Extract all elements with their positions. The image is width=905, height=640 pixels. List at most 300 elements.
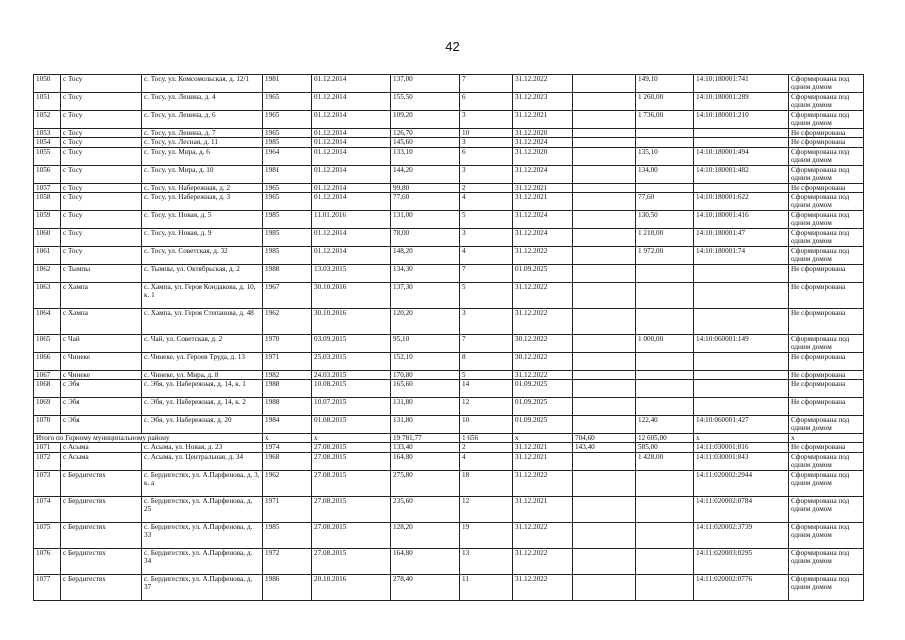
total-cell: х	[513, 434, 573, 443]
cell-settlement: с Хампа	[61, 282, 142, 308]
cell-residents-count: 4	[460, 246, 513, 264]
cell-land-status: Сформирована под одним домом	[789, 165, 864, 183]
cell-settlement: с Хампа	[61, 308, 142, 334]
housing-register-table	[33, 74, 864, 601]
total-cell: х	[263, 434, 312, 443]
cell-residents-count: 2	[460, 183, 513, 192]
cell-date-recognized: 01.12.2014	[312, 111, 391, 129]
cell-cadastral-number	[694, 264, 789, 282]
cell-land-status: Сформирована под одним домом	[789, 228, 864, 246]
cell-address: с. Бердигестях, ул. А.Парфенова, д. 3, к. а	[142, 470, 263, 496]
cell-row-number: 1057	[34, 183, 61, 192]
cell-land-area	[636, 496, 694, 522]
cell-resettlement-deadline: 31.12.2022	[513, 522, 573, 548]
cell-settlement: с Эбя	[61, 398, 142, 416]
cell-land-area	[636, 183, 694, 192]
cell-land-area: 585,00	[636, 443, 694, 452]
cell-row-number: 1059	[34, 210, 61, 228]
cell-date-recognized: 27.08.2015	[312, 522, 391, 548]
cell-area: 133,40	[391, 443, 460, 452]
cell-land-status: Не сформирована	[789, 264, 864, 282]
cell-year-built: 1962	[263, 308, 312, 334]
table-row	[34, 111, 864, 129]
cell-resettlement-deadline: 31.12.2021	[513, 183, 573, 192]
cell-row-number: 1053	[34, 129, 61, 138]
cell-resettlement-deadline: 31.12.2022	[513, 308, 573, 334]
cell-year-built: 1988	[263, 264, 312, 282]
cell-address: с. Чинеке, ул. Мира, д. 8	[142, 370, 263, 379]
cell-settlement: с Бердигестях	[61, 548, 142, 574]
cell-area: 126,70	[391, 129, 460, 138]
cell-row-number: 1050	[34, 75, 61, 93]
cell-cadastral-number: 14:11:030001:816	[694, 443, 789, 452]
cell-date-recognized: 01.12.2014	[312, 192, 391, 210]
cell-land-status: Сформирована под одним домом	[789, 93, 864, 111]
cell-resettlement-deadline: 31.12.2020	[513, 147, 573, 165]
total-row	[34, 434, 864, 443]
cell-area-extra	[573, 129, 636, 138]
table-row	[34, 75, 864, 93]
cell-cadastral-number: 14:10:180001:74	[694, 246, 789, 264]
cell-residents-count: 6	[460, 93, 513, 111]
cell-area: 95,10	[391, 334, 460, 352]
cell-cadastral-number: 14:10:180001:416	[694, 210, 789, 228]
cell-settlement: с Чинеке	[61, 352, 142, 370]
table-total	[34, 434, 864, 443]
cell-date-recognized: 01.12.2014	[312, 129, 391, 138]
table-row	[34, 183, 864, 192]
cell-area: 131,80	[391, 398, 460, 416]
cell-row-number: 1056	[34, 165, 61, 183]
cell-resettlement-deadline: 31.12.2023	[513, 93, 573, 111]
cell-settlement: с Тосу	[61, 111, 142, 129]
cell-year-built: 1985	[263, 522, 312, 548]
cell-cadastral-number: 14:10:060001:427	[694, 416, 789, 434]
cell-resettlement-deadline: 01.09.2025	[513, 398, 573, 416]
cell-residents-count: 18	[460, 470, 513, 496]
cell-settlement: с Тымпы	[61, 264, 142, 282]
cell-cadastral-number: 14:10:180001:482	[694, 165, 789, 183]
cell-year-built: 1971	[263, 496, 312, 522]
cell-residents-count: 3	[460, 111, 513, 129]
cell-date-recognized: 01.12.2014	[312, 147, 391, 165]
cell-land-status: Не сформирована	[789, 370, 864, 379]
cell-residents-count: 5	[460, 370, 513, 379]
cell-area: 78,00	[391, 228, 460, 246]
cell-cadastral-number: 14:10:180001:741	[694, 75, 789, 93]
table-row	[34, 380, 864, 398]
cell-land-status: Не сформирована	[789, 380, 864, 398]
cell-cadastral-number: 14:11:020002:0784	[694, 496, 789, 522]
cell-land-status: Сформирована под одним домом	[789, 496, 864, 522]
cell-cadastral-number	[694, 352, 789, 370]
cell-date-recognized: 01.12.2014	[312, 228, 391, 246]
cell-address: с. Тосу, ул. Ленина, д. 4	[142, 93, 263, 111]
cell-date-recognized: 27.08.2015	[312, 452, 391, 470]
cell-date-recognized: 13.03.2015	[312, 264, 391, 282]
cell-area: 137,30	[391, 282, 460, 308]
cell-address: с. Тосу, ул. Новая, д. 5	[142, 210, 263, 228]
total-label: Итого по Горному муниципальному району	[34, 434, 263, 443]
cell-land-status: Не сформирована	[789, 282, 864, 308]
cell-area: 137,00	[391, 75, 460, 93]
cell-resettlement-deadline: 31.12.2022	[513, 75, 573, 93]
cell-date-recognized: 10.08.2015	[312, 380, 391, 398]
cell-cadastral-number: 14:11:020002:0776	[694, 574, 789, 600]
table-row	[34, 574, 864, 600]
cell-land-area: 1 736,00	[636, 111, 694, 129]
cell-area-extra	[573, 246, 636, 264]
cell-area-extra	[573, 352, 636, 370]
cell-year-built: 1986	[263, 574, 312, 600]
cell-area: 235,60	[391, 496, 460, 522]
total-cell: 704,60	[573, 434, 636, 443]
cell-year-built: 1988	[263, 398, 312, 416]
cell-settlement: с Чай	[61, 334, 142, 352]
cell-residents-count: 14	[460, 380, 513, 398]
table-row	[34, 443, 864, 452]
cell-date-recognized: 01.12.2014	[312, 93, 391, 111]
cell-residents-count: 3	[460, 138, 513, 147]
cell-land-area	[636, 470, 694, 496]
cell-land-area: 135,10	[636, 147, 694, 165]
cell-year-built: 1981	[263, 75, 312, 93]
cell-settlement: с Бердигестях	[61, 574, 142, 600]
cell-year-built: 1965	[263, 129, 312, 138]
cell-area-extra	[573, 370, 636, 379]
cell-date-recognized: 01.12.2014	[312, 165, 391, 183]
cell-cadastral-number	[694, 183, 789, 192]
cell-area: 144,20	[391, 165, 460, 183]
cell-address: с. Тосу, ул. Набережная, д. 3	[142, 192, 263, 210]
table-row	[34, 93, 864, 111]
cell-residents-count: 12	[460, 398, 513, 416]
cell-settlement: с Чинеке	[61, 370, 142, 379]
cell-cadastral-number: 14:11:020002:3739	[694, 522, 789, 548]
cell-row-number: 1065	[34, 334, 61, 352]
cell-area: 134,30	[391, 264, 460, 282]
cell-address: с. Асыма, ул. Центральная, д. 34	[142, 452, 263, 470]
cell-land-area	[636, 548, 694, 574]
cell-year-built: 1985	[263, 138, 312, 147]
cell-area: 164,80	[391, 452, 460, 470]
cell-resettlement-deadline: 31.12.2024	[513, 228, 573, 246]
cell-cadastral-number: 14:10:180001:47	[694, 228, 789, 246]
cell-resettlement-deadline: 31.12.2022	[513, 548, 573, 574]
cell-area-extra	[573, 282, 636, 308]
cell-year-built: 1968	[263, 452, 312, 470]
cell-area: 109,20	[391, 111, 460, 129]
cell-settlement: с Тосу	[61, 183, 142, 192]
table-row	[34, 165, 864, 183]
cell-area-extra	[573, 522, 636, 548]
cell-resettlement-deadline: 31.12.2024	[513, 210, 573, 228]
cell-resettlement-deadline: 31.12.2022	[513, 246, 573, 264]
cell-year-built: 1965	[263, 111, 312, 129]
cell-settlement: с Тосу	[61, 165, 142, 183]
cell-area-extra	[573, 574, 636, 600]
cell-land-status: Сформирована под одним домом	[789, 416, 864, 434]
cell-area: 152,10	[391, 352, 460, 370]
cell-area-extra: 143,40	[573, 443, 636, 452]
cell-date-recognized: 01.12.2014	[312, 183, 391, 192]
cell-area: 164,80	[391, 548, 460, 574]
cell-address: с. Чай, ул. Советская, д. 2	[142, 334, 263, 352]
cell-settlement: с Тосу	[61, 75, 142, 93]
cell-area-extra	[573, 111, 636, 129]
cell-area: 120,20	[391, 308, 460, 334]
cell-land-status: Сформирована под одним домом	[789, 574, 864, 600]
cell-address: с. Тосу, ул. Новая, д. 9	[142, 228, 263, 246]
cell-year-built: 1985	[263, 246, 312, 264]
cell-land-area	[636, 370, 694, 379]
cell-cadastral-number	[694, 308, 789, 334]
cell-year-built: 1985	[263, 210, 312, 228]
cell-area: 131,00	[391, 210, 460, 228]
cell-date-recognized: 01.12.2014	[312, 246, 391, 264]
cell-address: с. Бердигестях, ул. А.Парфенова, д. 33	[142, 522, 263, 548]
cell-cadastral-number: 14:10:180001:210	[694, 111, 789, 129]
cell-area-extra	[573, 210, 636, 228]
table-row	[34, 496, 864, 522]
cell-resettlement-deadline: 31.12.2020	[513, 129, 573, 138]
cell-row-number: 1055	[34, 147, 61, 165]
cell-address: с. Чинеке, ул. Героев Труда, д. 13	[142, 352, 263, 370]
cell-land-status: Не сформирована	[789, 308, 864, 334]
cell-resettlement-deadline: 31.12.2021	[513, 452, 573, 470]
cell-residents-count: 3	[460, 228, 513, 246]
table-row	[34, 470, 864, 496]
cell-date-recognized: 27.08.2015	[312, 443, 391, 452]
cell-area: 77,60	[391, 192, 460, 210]
cell-cadastral-number: 14:10:180001:494	[694, 147, 789, 165]
cell-date-recognized: 27.08.2015	[312, 496, 391, 522]
cell-year-built: 1964	[263, 147, 312, 165]
total-cell: 12 605,00	[636, 434, 694, 443]
table-row	[34, 452, 864, 470]
cell-address: с. Асыма, ул. Новая, д. 23	[142, 443, 263, 452]
table-row	[34, 398, 864, 416]
cell-residents-count: 5	[460, 210, 513, 228]
cell-cadastral-number: 14:10:180001:289	[694, 93, 789, 111]
cell-resettlement-deadline: 31.12.2022	[513, 470, 573, 496]
cell-year-built: 1982	[263, 370, 312, 379]
cell-address: с. Тосу, ул. Мира, д. 6	[142, 147, 263, 165]
cell-area: 131,80	[391, 416, 460, 434]
table-body-upper	[34, 75, 864, 434]
cell-resettlement-deadline: 31.12.2021	[513, 192, 573, 210]
cell-address: с. Тымпы, ул. Октябрьская, д. 2	[142, 264, 263, 282]
cell-resettlement-deadline: 01.09.2025	[513, 264, 573, 282]
cell-year-built: 1965	[263, 93, 312, 111]
cell-year-built: 1970	[263, 334, 312, 352]
cell-row-number: 1061	[34, 246, 61, 264]
cell-land-area	[636, 308, 694, 334]
cell-residents-count: 7	[460, 264, 513, 282]
cell-area-extra	[573, 452, 636, 470]
cell-land-status: Сформирована под одним домом	[789, 470, 864, 496]
cell-area: 155,50	[391, 93, 460, 111]
cell-row-number: 1054	[34, 138, 61, 147]
cell-row-number: 1068	[34, 380, 61, 398]
cell-residents-count: 3	[460, 308, 513, 334]
cell-residents-count: 7	[460, 75, 513, 93]
cell-cadastral-number: 14:11:020002:2944	[694, 470, 789, 496]
cell-land-status: Не сформирована	[789, 138, 864, 147]
table-body-lower	[34, 443, 864, 600]
cell-land-status: Не сформирована	[789, 352, 864, 370]
table-row	[34, 228, 864, 246]
cell-cadastral-number	[694, 138, 789, 147]
cell-area: 133,10	[391, 147, 460, 165]
cell-year-built: 1965	[263, 183, 312, 192]
cell-residents-count: 7	[460, 334, 513, 352]
cell-cadastral-number: 14:10:060001:149	[694, 334, 789, 352]
cell-row-number: 1071	[34, 443, 61, 452]
cell-cadastral-number: 14:11:030001:843	[694, 452, 789, 470]
cell-area-extra	[573, 192, 636, 210]
cell-area: 275,80	[391, 470, 460, 496]
cell-area-extra	[573, 75, 636, 93]
cell-land-status: Не сформирована	[789, 183, 864, 192]
cell-area-extra	[573, 470, 636, 496]
cell-land-area	[636, 398, 694, 416]
cell-area: 99,80	[391, 183, 460, 192]
cell-land-area: 134,00	[636, 165, 694, 183]
cell-land-status: Сформирована под одним домом	[789, 522, 864, 548]
cell-row-number: 1067	[34, 370, 61, 379]
table-row	[34, 416, 864, 434]
cell-area-extra	[573, 496, 636, 522]
cell-land-area: 1 972,00	[636, 246, 694, 264]
cell-land-area	[636, 138, 694, 147]
cell-date-recognized: 30.10.2016	[312, 308, 391, 334]
cell-area-extra	[573, 165, 636, 183]
cell-land-status: Сформирована под одним домом	[789, 334, 864, 352]
cell-land-status: Сформирована под одним домом	[789, 192, 864, 210]
cell-land-area	[636, 380, 694, 398]
cell-resettlement-deadline: 31.12.2021	[513, 111, 573, 129]
cell-residents-count: 11	[460, 574, 513, 600]
cell-residents-count: 2	[460, 443, 513, 452]
cell-date-recognized: 03.09.2015	[312, 334, 391, 352]
cell-settlement: с Тосу	[61, 147, 142, 165]
cell-address: с. Эбя, ул. Набережная, д. 14, к. 2	[142, 398, 263, 416]
cell-row-number: 1072	[34, 452, 61, 470]
cell-row-number: 1070	[34, 416, 61, 434]
cell-land-status: Не сформирована	[789, 129, 864, 138]
cell-area-extra	[573, 183, 636, 192]
cell-land-area: 149,10	[636, 75, 694, 93]
cell-row-number: 1060	[34, 228, 61, 246]
cell-land-area	[636, 352, 694, 370]
cell-settlement: с Эбя	[61, 416, 142, 434]
cell-area-extra	[573, 548, 636, 574]
cell-settlement: с Тосу	[61, 228, 142, 246]
cell-area: 128,20	[391, 522, 460, 548]
cell-residents-count: 4	[460, 192, 513, 210]
cell-area-extra	[573, 334, 636, 352]
cell-row-number: 1074	[34, 496, 61, 522]
cell-address: с. Тосу, ул. Мира, д. 10	[142, 165, 263, 183]
cell-year-built: 1967	[263, 282, 312, 308]
cell-land-area	[636, 282, 694, 308]
cell-land-status: Сформирована под одним домом	[789, 111, 864, 129]
total-cell: х	[694, 434, 789, 443]
cell-date-recognized: 30.10.2016	[312, 282, 391, 308]
cell-land-area	[636, 522, 694, 548]
cell-land-status: Сформирована под одним домом	[789, 75, 864, 93]
cell-address: с. Тосу, ул. Комсомольская, д. 12/1	[142, 75, 263, 93]
cell-land-area: 1 000,00	[636, 334, 694, 352]
cell-settlement: с Тосу	[61, 246, 142, 264]
cell-date-recognized: 20.10.2016	[312, 574, 391, 600]
cell-year-built: 1988	[263, 380, 312, 398]
cell-row-number: 1069	[34, 398, 61, 416]
table-row	[34, 264, 864, 282]
cell-settlement: с Тосу	[61, 192, 142, 210]
cell-resettlement-deadline: 31.12.2024	[513, 165, 573, 183]
cell-resettlement-deadline: 31.12.2021	[513, 443, 573, 452]
cell-land-status: Сформирована под одним домом	[789, 246, 864, 264]
table-row	[34, 352, 864, 370]
cell-date-recognized: 27.08.2015	[312, 470, 391, 496]
table-row	[34, 129, 864, 138]
cell-row-number: 1052	[34, 111, 61, 129]
cell-address: с. Тосу, ул. Ленина, д. 7	[142, 129, 263, 138]
table-row	[34, 370, 864, 379]
table-row	[34, 147, 864, 165]
cell-land-status: Не сформирована	[789, 398, 864, 416]
cell-land-area	[636, 129, 694, 138]
cell-land-area: 1 260,00	[636, 93, 694, 111]
cell-residents-count: 12	[460, 496, 513, 522]
cell-row-number: 1073	[34, 470, 61, 496]
cell-settlement: с Асыма	[61, 443, 142, 452]
cell-resettlement-deadline: 01.09.2025	[513, 416, 573, 434]
cell-area-extra	[573, 308, 636, 334]
cell-settlement: с Тосу	[61, 129, 142, 138]
cell-land-area: 122,40	[636, 416, 694, 434]
cell-date-recognized: 10.07.2015	[312, 398, 391, 416]
cell-residents-count: 6	[460, 147, 513, 165]
cell-year-built: 1972	[263, 548, 312, 574]
cell-area-extra	[573, 228, 636, 246]
total-cell: 1 656	[460, 434, 513, 443]
total-cell: х	[312, 434, 391, 443]
cell-row-number: 1075	[34, 522, 61, 548]
cell-year-built: 1971	[263, 352, 312, 370]
cell-residents-count: 19	[460, 522, 513, 548]
cell-residents-count: 5	[460, 282, 513, 308]
cell-row-number: 1066	[34, 352, 61, 370]
cell-resettlement-deadline: 31.12.2021	[513, 496, 573, 522]
cell-address: с. Бердигестях, ул. А.Парфенова, д. 37	[142, 574, 263, 600]
cell-cadastral-number: 14:11:020003:0295	[694, 548, 789, 574]
cell-address: с. Тосу, ул. Набережная, д. 2	[142, 183, 263, 192]
cell-year-built: 1985	[263, 228, 312, 246]
cell-settlement: с Асыма	[61, 452, 142, 470]
cell-area: 278,40	[391, 574, 460, 600]
cell-address: с. Хампа, ул. Героя Кондакова, д. 10, к. 1	[142, 282, 263, 308]
cell-land-status: Сформирована под одним домом	[789, 147, 864, 165]
cell-cadastral-number	[694, 380, 789, 398]
table-row	[34, 522, 864, 548]
cell-address: с. Эбя, ул. Набережная, д. 14, к. 1	[142, 380, 263, 398]
cell-resettlement-deadline: 31.12.2024	[513, 138, 573, 147]
cell-land-status: Не сформирована	[789, 443, 864, 452]
cell-address: с. Эбя, ул. Набережная, д. 20	[142, 416, 263, 434]
